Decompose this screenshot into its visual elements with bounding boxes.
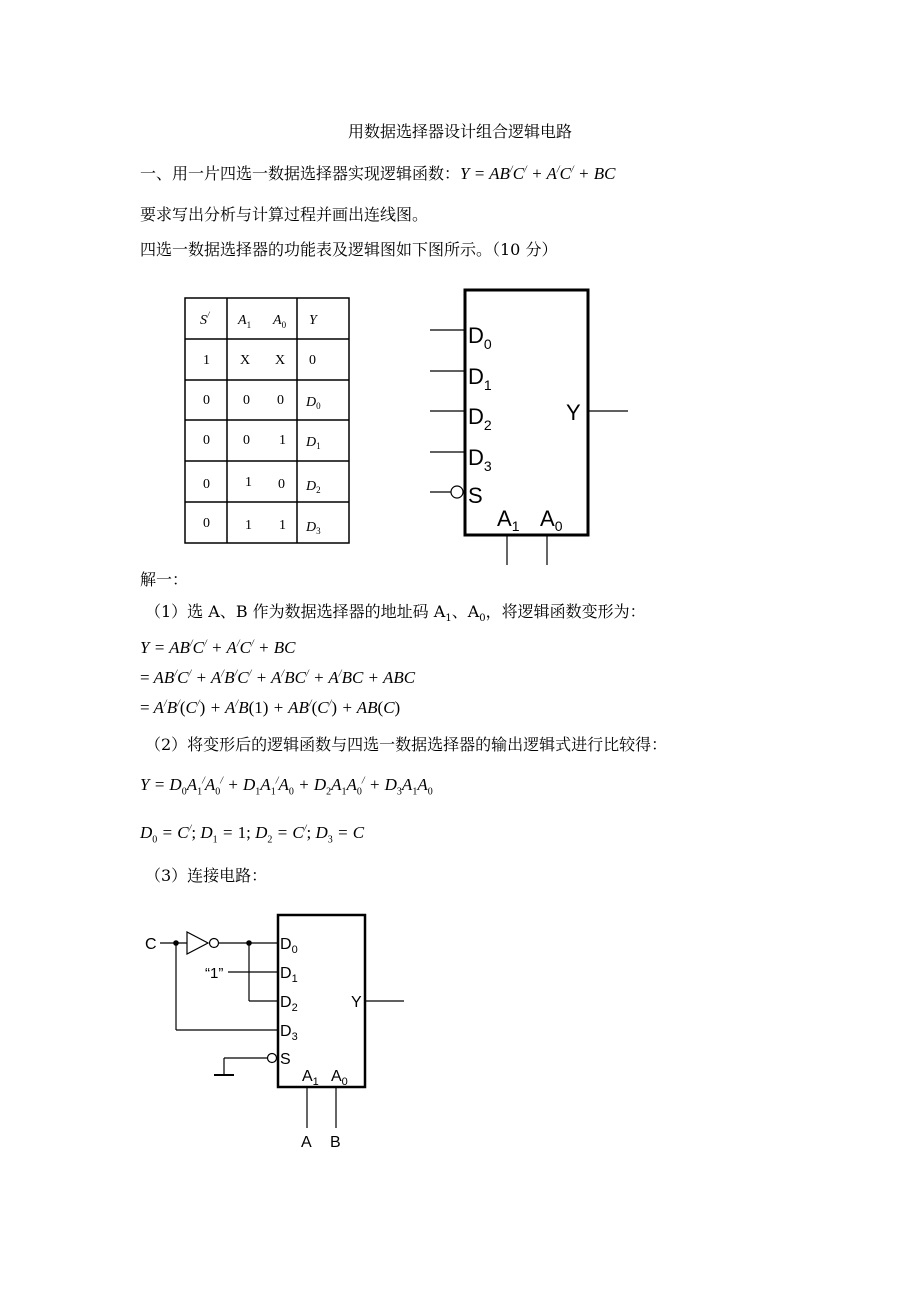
circuit-label-a0: $A_0$ (331, 1068, 348, 1088)
table-header-a0: $A_0$ (273, 313, 287, 330)
cell: 1 (245, 475, 252, 490)
circuit-label-s: S (280, 1051, 291, 1068)
problem-line-2: 要求写出分析与计算过程并画出连线图。 (140, 205, 429, 224)
circuit-input-a: A (301, 1134, 312, 1151)
junction-dot (173, 940, 179, 946)
problem-line-3: 四选一数据选择器的功能表及逻辑图如下图所示。（10 分） (140, 240, 558, 259)
cell: 0 (203, 433, 210, 448)
cell: 0 (278, 477, 285, 492)
cell-d2: $D_2$ (306, 479, 321, 495)
circuit-input-c: C (145, 936, 157, 953)
table-header-s: S/ (200, 310, 210, 328)
cell: X (275, 353, 286, 368)
cell: 0 (203, 393, 210, 408)
table-header-a1: $A_1$ (238, 313, 252, 330)
circuit-const-one: “1” (205, 965, 224, 982)
cell-d1: $D_1$ (306, 435, 321, 451)
equation-1: Y = AB/C/ + A/C/ + BC (140, 638, 296, 657)
mux-label-d3: $D_3$ (468, 445, 492, 474)
circuit-label-d1: $D_1$ (280, 965, 298, 985)
mux-label-d2: $D_2$ (468, 404, 492, 433)
cell: 0 (309, 353, 316, 368)
mux-label-d0: $D_0$ (468, 323, 492, 352)
equation-5: $D_0 = C^/$; $D_1 = 1$; $D_2 = C^/$; $D_3 = C$ (140, 823, 365, 846)
problem-prefix: 一、用一片四选一数据选择器实现逻辑函数： (140, 164, 461, 183)
equation-3: = A/B/(C/) + A/B(1) + AB/(C/) + AB(C) (140, 698, 401, 717)
circuit-input-b: B (330, 1134, 341, 1151)
page-title: 用数据选择器设计组合逻辑电路 (347, 122, 572, 141)
mux-label-a0: $A_0$ (540, 506, 563, 534)
cell-d0: $D_0$ (306, 395, 321, 411)
cell: 0 (203, 516, 210, 531)
cell: 1 (203, 353, 210, 368)
table-header-y: Y (309, 313, 317, 328)
cell: 1 (279, 518, 286, 533)
circuit-label-d2: $D_2$ (280, 994, 298, 1014)
mux-label-d1: $D_1$ (468, 364, 492, 393)
cell: 1 (245, 518, 252, 533)
cell: 1 (279, 433, 286, 448)
cell-d3: $D_3$ (306, 520, 321, 536)
circuit-label-y: Y (351, 994, 362, 1011)
solution-heading: 解一： (140, 570, 189, 589)
problem-function: Y = AB/C/ + A/C/ + BC (460, 164, 616, 183)
mux-label-a1: $A_1$ (497, 506, 520, 534)
cell: 0 (243, 433, 250, 448)
inverter-gate (187, 932, 208, 954)
cell: 0 (243, 393, 250, 408)
circuit-label-d3: $D_3$ (280, 1023, 298, 1043)
circuit-label-d0: $D_0$ (280, 936, 298, 956)
junction-dot (246, 940, 252, 946)
solution-step-1: （1）选 A、B 作为数据选择器的地址码 $A_1$、$A_0$，将逻辑函数变形为： (145, 602, 646, 625)
solution-step-3: （3）连接电路： (145, 866, 268, 885)
solution-step-2: （2）将变形后的逻辑函数与四选一数据选择器的输出逻辑式进行比较得： (145, 735, 668, 754)
cell: 0 (203, 477, 210, 492)
mux-label-s: S (468, 483, 483, 508)
cell: X (240, 353, 251, 368)
circuit-label-a1: $A_1$ (302, 1068, 319, 1088)
inverter-bubble (210, 939, 219, 948)
equation-4: $Y = D_0A_1^/A_0^/ + D_1A_1^/A_0 + D_2A_1A_0^/ + D_3A_1A_0$ (140, 775, 433, 798)
cell: 0 (277, 393, 284, 408)
mux-label-y: Y (566, 400, 581, 425)
s-bubble (268, 1054, 277, 1063)
equation-2: = AB/C/ + A/B/C/ + A/BC/ + A/BC + ABC (140, 668, 416, 687)
